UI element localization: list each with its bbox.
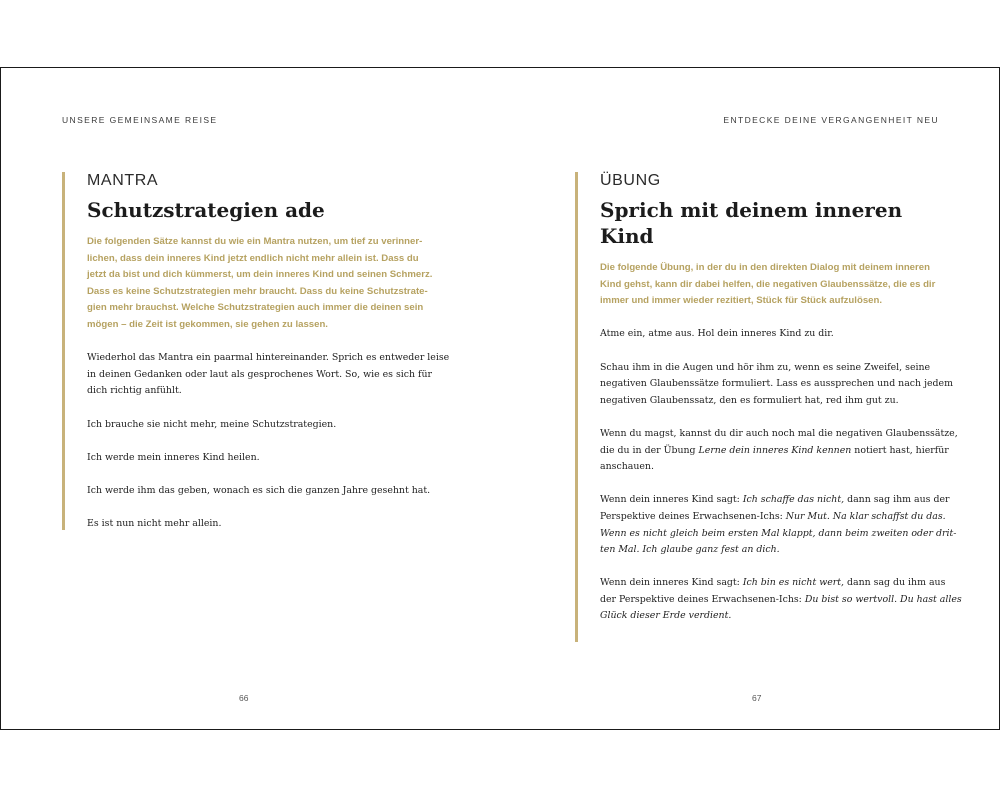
body-line: Wiederhol das Mantra ein paarmal hintereinander. Sprich es entweder leise: [87, 352, 450, 364]
intro-line: jetzt da bist und dich kümmerst, um dein inneres Kind und seinen Schmerz.: [87, 269, 433, 281]
body-paragraph: Atme ein, atme aus. Hol dein inneres Kind zu dir.: [600, 328, 834, 340]
text-run: dann sag du ihm aus: [844, 577, 946, 589]
intro-line: Kind gehst, kann dir dabei helfen, die negativen Glaubenssätze, die es dir: [600, 278, 936, 290]
text-run: Wenn dein inneres Kind sagt:: [600, 577, 743, 589]
body-line: anschauen.: [600, 461, 654, 473]
section-title: Schutzstrategien ade: [87, 198, 325, 222]
child-quote: Ich bin es nicht wert,: [742, 577, 845, 589]
body-paragraph: [600, 360, 953, 410]
body-line: Schau ihm in die Augen und hör ihm zu, wenn es seine Zweifel, seine: [600, 361, 931, 373]
body-paragraph: [87, 350, 450, 400]
body-line: negativen Glaubenssätze formuliert. Lass es aussprechen und nach jedem: [600, 378, 953, 390]
mantra-line: Es ist nun nicht mehr allein.: [87, 518, 222, 530]
adult-reply-line: Glück dieser Erde verdient.: [600, 610, 732, 622]
body-line: [600, 509, 945, 526]
body-line: [600, 575, 945, 592]
intro-line: mögen – die Zeit ist gekommen, sie gehen zu lassen.: [87, 318, 328, 330]
text-run: notiert hast, hierfür: [851, 444, 949, 456]
adult-reply-line: Wenn es nicht gleich beim ersten Mal klappt, dann beim zweiten oder drit-: [600, 527, 957, 539]
body-paragraph: [600, 492, 957, 558]
mantra-line: Ich brauche sie nicht mehr, meine Schutzstrategien.: [87, 418, 337, 430]
intro-line: gien mehr brauchst. Welche Schutzstrategien auch immer die deinen sein: [87, 302, 424, 314]
running-head-right: ENTDECKE DEINE VERGANGENHEIT NEU: [723, 115, 939, 125]
exercise-box: [575, 172, 962, 642]
body-line: Wenn du magst, kannst du dir auch noch mal die negativen Glaubenssätze,: [600, 427, 958, 439]
intro-line: immer und immer wieder rezitiert, Stück für Stück aufzulösen.: [600, 295, 883, 307]
intro-line: Dass es keine Schutzstrategien mehr braucht. Dass du keine Schutzstrate-: [87, 285, 428, 297]
page-number-right: 67: [752, 693, 762, 703]
intro-text: [600, 260, 945, 310]
exercise-reference: Lerne dein inneres Kind kennen: [698, 444, 852, 456]
right-page: [500, 68, 999, 729]
adult-reply: Du bist so wertvoll. Du hast alles: [804, 593, 962, 605]
running-head-left: UNSERE GEMEINSAME REISE: [62, 115, 218, 125]
text-run: Wenn dein inneres Kind sagt:: [600, 494, 743, 506]
intro-line: Die folgenden Sätze kannst du wie ein Mantra nutzen, um tief zu verinner-: [87, 236, 423, 247]
mantra-line: Ich werde ihm das geben, wonach es sich die ganzen Jahre gesehnt hat.: [87, 484, 431, 496]
section-kicker: ÜBUNG: [600, 172, 661, 189]
body-line: negativen Glaubenssatz, den es formuliert hat, red ihm gut zu.: [600, 394, 899, 406]
body-line: [600, 443, 949, 460]
body-paragraph: [600, 575, 962, 625]
body-line: [600, 492, 950, 509]
intro-line: lichen, dass dein inneres Kind jetzt endlich nicht mehr allein ist. Dass du: [87, 252, 419, 264]
intro-line: Die folgende Übung, in der du in den direkten Dialog mit deinem inneren: [600, 262, 930, 273]
text-run: Perspektive deines Erwachsenen-Ichs:: [600, 510, 786, 522]
mantra-line: Ich werde mein inneres Kind heilen.: [87, 451, 260, 463]
left-page: [1, 68, 500, 729]
body-line: dich richtig anfühlt.: [87, 385, 182, 397]
text-run: der Perspektive deines Erwachsenen-Ichs:: [600, 593, 805, 605]
section-title: Sprich mit deinem inneren Kind: [600, 198, 903, 248]
page-number-left: 66: [239, 693, 249, 703]
adult-reply-line: ten Mal. Ich glaube ganz fest an dich.: [600, 544, 780, 556]
section-kicker: MANTRA: [87, 172, 159, 189]
book-spread: [0, 67, 1000, 730]
child-quote: Ich schaffe das nicht,: [742, 494, 845, 506]
body-line: [600, 592, 962, 609]
body-line: in deinen Gedanken oder laut als gesprochenes Wort. So, wie es sich für: [87, 368, 433, 380]
adult-reply: Nur Mut. Na klar schaffst du das.: [785, 510, 946, 522]
text-run: dann sag ihm aus der: [844, 494, 950, 506]
mantra-box: [62, 172, 450, 530]
intro-text: [87, 234, 432, 334]
text-run: die du in der Übung: [600, 444, 699, 456]
body-paragraph: [600, 426, 958, 476]
